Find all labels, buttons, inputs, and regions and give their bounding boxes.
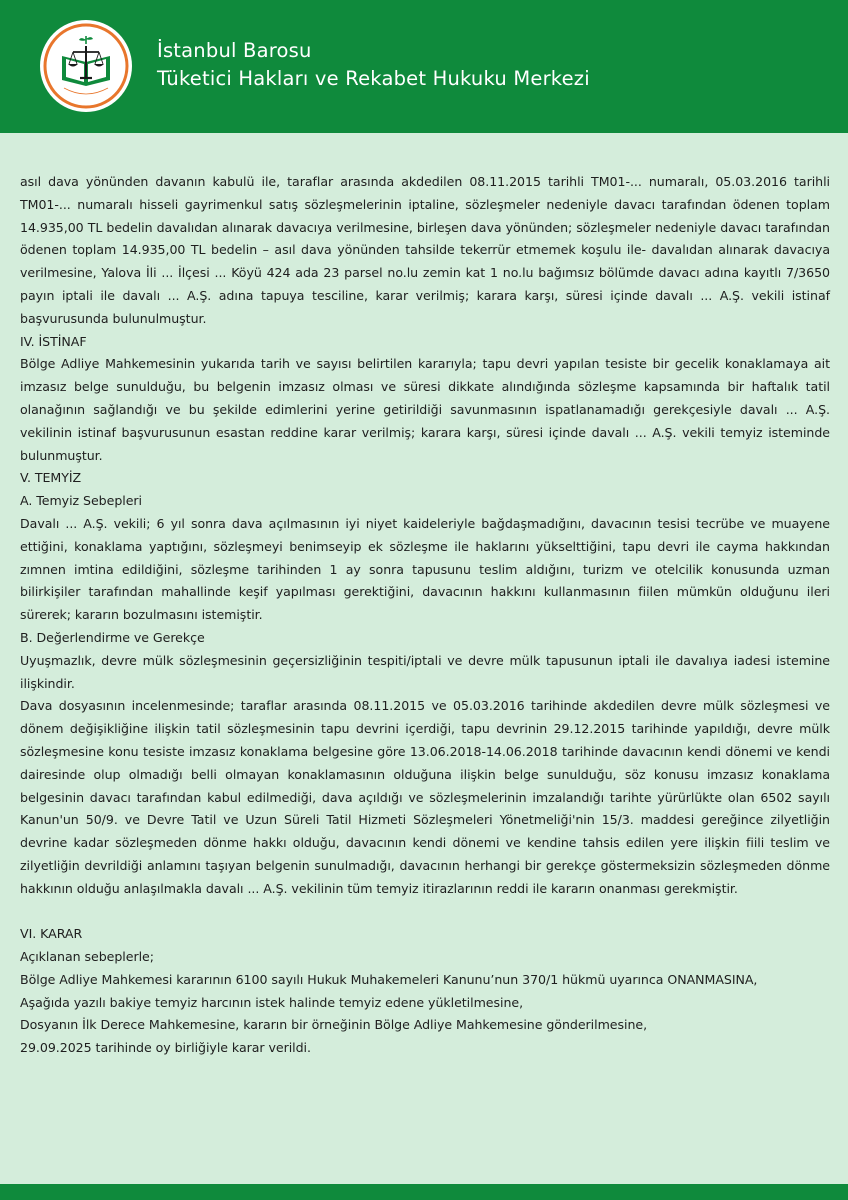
header-titles	[157, 38, 590, 94]
heading-temyiz: V. TEMYİZ	[20, 470, 82, 486]
spacer	[20, 901, 830, 924]
bar-association-logo	[40, 20, 132, 112]
karar-item-harc: Aşağıda yazılı bakiye temyiz harcının istek halinde temyiz edene yükletilmesine,	[20, 994, 524, 1010]
karar-intro: Açıklanan sebeplerle;	[20, 949, 154, 965]
scales-of-justice-book-logo-icon	[42, 22, 130, 110]
karar-item-onanmasina: Bölge Adliye Mahkemesi kararının 6100 sayılı Hukuk Muhakemeleri Kanunu’nun 370/1 hükmü uyarınca ONANMASINA,	[20, 971, 758, 987]
paragraph-decision-summary: asıl dava yönünden davanın kabulü ile, taraflar arasında akdedilen 08.11.2015 tarihli TM01-... numaralı, 05.03.2016 tarihli TM01-... numaralı hisseli gayrimenkul satış sözleşmelerinin iptaline, sözleşmeler nedeniyle davacı tarafından ödenen toplam 14.935,00 TL bedelin davalıdan alınarak davacıya verilmesine, birleşen dava yönünden; sözleşmeler nedeniyle davacı tarafından ödenen toplam 14.935,00 TL bedelin – asıl dava yönünden tahsilde tekerrür etmemek koşulu ile- davalıdan alınarak davacıya verilmesine, Yalova İli ... İlçesi ... Köyü 424 ada 23 parsel no.lu zemin kat 1 no.lu bağımsız bölümde davacı adına kayıtlı 7/3650 payın iptali ile davalı ... A.Ş. adına tapuya tesciline, karar verilmiş; karara karşı, süresi içinde davalı ... A.Ş. vekili istinaf başvurusunda bulunulmuştur.	[20, 174, 830, 326]
paragraph-temyiz-sebepleri: Davalı ... A.Ş. vekili; 6 yıl sonra dava açılmasının iyi niyet kaideleriyle bağdaşmadığını, davacının tesisi tecrübe ve muayene ettiğini, konaklama yaptığını, sözleşmeyi benimseyip ek sözleşme ile haklarını yükselttiğini, tapu devri ile cayma hakkından zımnen imtina edildiğini, sözleşme tarihinden 1 ay sonra tapusunu teslim aldığını, turizm ve otelcilik konusunda uzman bilirkişiler tarafından mahallinde keşif yapılması gerektiğini, davacının hakkını kullanmasının fiilen mümkün olduğunu ileri sürerek; kararın bozulmasını istemiştir.	[20, 515, 830, 623]
paragraph-gerekce: Dava dosyasının incelenmesinde; taraflar arasında 08.11.2015 ve 05.03.2016 tarihinde akdedilen devre mülk sözleşmesi ve dönem değişikliğine ilişkin tatil sözleşmesinin tapu devrini içerdiği, tapu devrinin 29.12.2015 tarihinde yapıldığı, devre mülk sözleşmesine konu tesiste imzasız konaklama belgesine göre 13.06.2018-14.06.2018 tarihinde davacının kendi dönemi ve kendi dairesinde olup olmadığı belli olmayan konaklamasının olduğuna ilişkin belge sunulduğu, söz konusu imzasız konaklama belgesinin davacı tarafından kabul edilmediği, dava açıldığı ve sözleşmelerinin imzalandığı tarihte yürürlükte olan 6502 sayılı Kanun'un 50/9. ve Devre Tatil ve Uzun Süreli Tatil Hizmeti Sözleşmeleri Yönetmeliği'nin 15/3. maddesi gereğince zilyetliğin devrine kadar sözleşmeden dönme hakkı olduğu, davacının kendi dönemi ve kendine tahsis edilen yere ilişkin fiili teslim ve zilyetliğin devrildiği anlamını taşıyan belgenin sunulmadığı, davacının herhangi bir gerekçe göstermeksizin sözleşmeden dönme hakkının olduğu anlaşılmakla davalı ... A.Ş. vekilinin tüm temyiz itirazlarının reddi ile kararın onanması gerekmiştir.	[20, 698, 830, 896]
karar-item-tarih: 29.09.2025 tarihinde oy birliğiyle karar verildi.	[20, 1040, 311, 1056]
heading-istinaf: IV. İSTİNAF	[20, 333, 87, 349]
heading-degerlendirme: B. Değerlendirme ve Gerekçe	[20, 629, 205, 645]
heading-temyiz-sebepleri: A. Temyiz Sebepleri	[20, 493, 142, 509]
center-name: Tüketici Hakları ve Rekabet Hukuku Merkezi	[157, 67, 590, 90]
paragraph-uyusmazlik: Uyuşmazlık, devre mülk sözleşmesinin geçersizliğinin tespiti/iptali ve devre mülk tapusunun iptali ile davalıya iadesi istemine ilişkindir.	[20, 652, 830, 691]
header-band	[0, 0, 848, 133]
document-body	[20, 171, 830, 1060]
org-name: İstanbul Barosu	[157, 39, 312, 62]
paragraph-istinaf: Bölge Adliye Mahkemesinin yukarıda tarih ve sayısı belirtilen kararıyla; tapu devri yapılan tesiste bir gecelik konaklamaya ait imzasız belge sunulduğu, bu belgenin imzasız olması ve süresi dikkate alındığında sözleşme kapsamında bir haftalık tatil olanağının sağlandığı ve bu şekilde edimlerini yerine getirildiği savunmasının ispatlanamadığı gerekçesiyle davalı ... A.Ş. vekilinin istinaf başvurusunun esastan reddine karar verilmiş; karara karşı, süresi içinde davalı ... A.Ş. vekili temyiz isteminde bulunmuştur.	[20, 356, 830, 463]
karar-item-gonderilmesine: Dosyanın İlk Derece Mahkemesine, kararın bir örneğinin Bölge Adliye Mahkemesine gönderilmesine,	[20, 1017, 648, 1033]
heading-karar: VI. KARAR	[20, 926, 83, 942]
footer-band	[0, 1184, 848, 1200]
